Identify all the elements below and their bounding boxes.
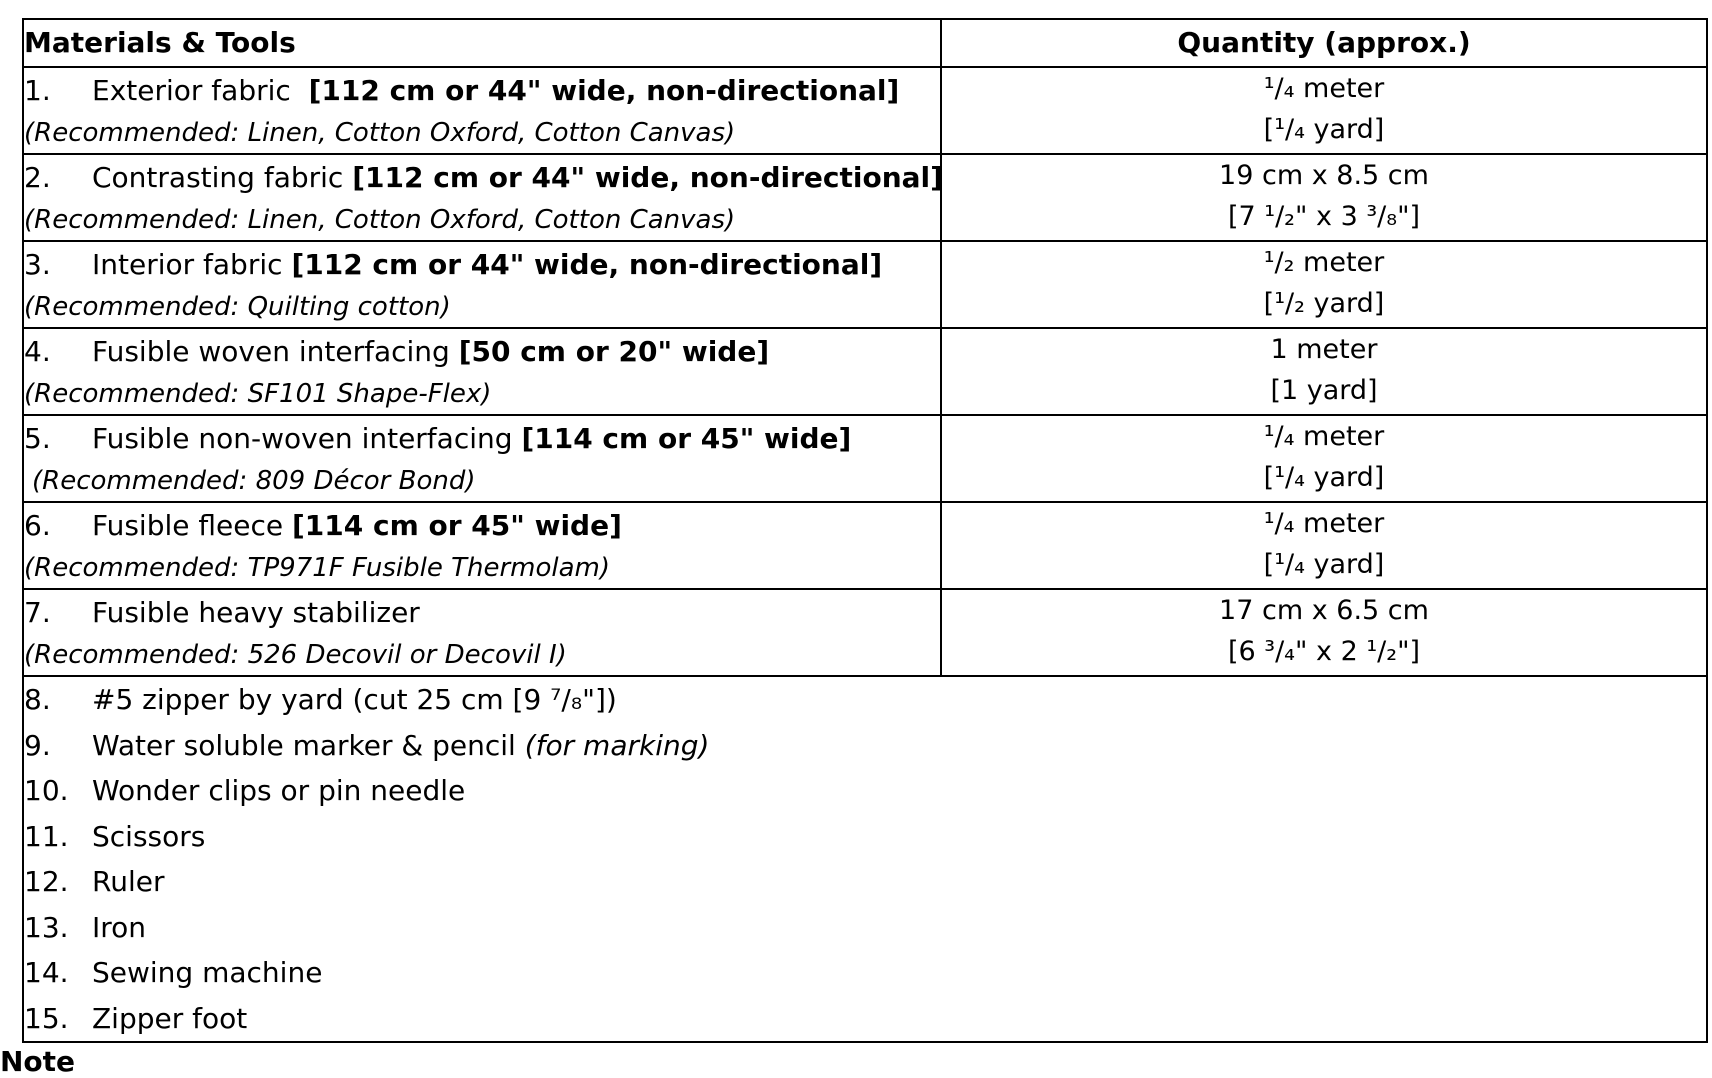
tool-text: Wonder clips or pin needle: [92, 774, 466, 807]
quantity-imperial: [7 ¹/₂" x 3 ³/₈"]: [1227, 201, 1421, 232]
tool-number: 10.: [24, 774, 69, 807]
table-body: [23, 67, 1707, 1042]
material-number: 5.: [24, 422, 51, 455]
tool-number: 14.: [24, 956, 69, 989]
tool-number: 11.: [24, 819, 69, 853]
material-cell: [23, 328, 941, 415]
material-spec: [50 cm or 20" wide]: [458, 335, 770, 368]
tool-number: 15.: [24, 1001, 69, 1035]
material-spec: [112 cm or 44" wide, non-directional]: [308, 74, 900, 107]
material-number: 6.: [24, 509, 51, 542]
material-cell: [23, 415, 941, 502]
quantity-metric: 17 cm x 6.5 cm: [1219, 595, 1429, 626]
material-row: [23, 415, 1707, 502]
tool-number: 9.: [24, 728, 51, 762]
tool-item: [24, 905, 1706, 951]
material-line: [24, 329, 940, 375]
quantity-metric: 19 cm x 8.5 cm: [1219, 160, 1429, 191]
material-row: [23, 154, 1707, 241]
quantity-metric: ¹/₄ meter: [1263, 73, 1385, 104]
material-spec: [112 cm or 44" wide, non-directional]: [291, 248, 883, 281]
tool-number: 8.: [24, 683, 51, 716]
material-name: Contrasting fabric: [92, 161, 344, 194]
material-line: [24, 590, 940, 636]
material-line: [24, 242, 940, 288]
material-recommendation: (Recommended: Quilting cotton): [24, 292, 451, 322]
quantity-imperial: [¹/₄ yard]: [1263, 114, 1385, 145]
quantity-cell: [941, 67, 1707, 154]
material-number: 4.: [24, 335, 51, 368]
material-cell: [23, 241, 941, 328]
tool-text: Sewing machine: [92, 956, 323, 989]
material-spec: [114 cm or 45" wide]: [291, 509, 622, 542]
material-line: [24, 503, 940, 549]
material-number: 7.: [24, 596, 51, 629]
material-name: Exterior fabric: [92, 74, 291, 107]
tool-text: Water soluble marker & pencil: [92, 728, 516, 762]
material-recommendation: (Recommended: SF101 Shape-Flex): [24, 379, 492, 409]
quantity-cell: [941, 415, 1707, 502]
quantity-imperial: [6 ³/₄" x 2 ¹/₂"]: [1227, 636, 1421, 667]
quantity-column-header: Quantity (approx.): [941, 19, 1707, 67]
quantity-metric: ¹/₂ meter: [1263, 247, 1385, 278]
tool-item: [24, 768, 1706, 814]
tool-number: 12.: [24, 865, 69, 898]
material-line: [24, 68, 940, 114]
material-recommendation: (Recommended: Linen, Cotton Oxford, Cotton Canvas): [24, 205, 736, 235]
material-recommendation: (Recommended: 526 Decovil or Decovil I): [24, 640, 567, 670]
tool-text: Zipper foot: [92, 1001, 248, 1035]
materials-column-header: Materials & Tools: [23, 19, 941, 67]
material-name: Interior fabric: [92, 248, 283, 281]
material-name: Fusible fleece: [92, 509, 284, 542]
material-cell: [23, 154, 941, 241]
material-spec: [112 cm or 44" wide, non-directional]: [352, 161, 943, 194]
quantity-cell: [941, 589, 1707, 676]
material-cell: [23, 67, 941, 154]
tools-cell: [23, 676, 1707, 1042]
tool-item: [24, 996, 1706, 1042]
tool-item: [24, 814, 1706, 860]
quantity-metric: 1 meter: [1270, 334, 1378, 365]
tool-note: (for marking): [524, 728, 710, 762]
material-recommendation: (Recommended: TP971F Fusible Thermolam): [24, 553, 611, 583]
materials-tools-table: [22, 18, 1708, 1043]
material-name: Fusible heavy stabilizer: [92, 596, 420, 629]
material-name: Fusible non-woven interfacing: [92, 422, 513, 455]
quantity-cell: [941, 241, 1707, 328]
tool-number: 13.: [24, 910, 69, 944]
table-header-row: [23, 19, 1707, 67]
material-cell: [23, 502, 941, 589]
tool-item: [24, 950, 1706, 996]
tool-text: Iron: [92, 910, 147, 944]
tool-text: Scissors: [92, 819, 206, 853]
tool-item: [24, 723, 1706, 769]
material-number: 1.: [24, 74, 51, 107]
material-number: 2.: [24, 161, 51, 194]
material-row: [23, 67, 1707, 154]
tool-text: Ruler: [92, 865, 165, 898]
material-spec: [114 cm or 45" wide]: [521, 422, 852, 455]
quantity-imperial: [1 yard]: [1270, 375, 1378, 406]
note-heading: Note: [0, 1045, 76, 1078]
quantity-metric: ¹/₄ meter: [1263, 421, 1385, 452]
quantity-cell: [941, 502, 1707, 589]
material-row: [23, 589, 1707, 676]
tools-row: [23, 676, 1707, 1042]
quantity-cell: [941, 154, 1707, 241]
quantity-cell: [941, 328, 1707, 415]
quantity-metric: ¹/₄ meter: [1263, 508, 1385, 539]
material-number: 3.: [24, 248, 51, 281]
quantity-imperial: [¹/₄ yard]: [1263, 462, 1385, 493]
material-row: [23, 241, 1707, 328]
material-line: [24, 416, 940, 462]
quantity-imperial: [¹/₄ yard]: [1263, 549, 1385, 580]
material-row: [23, 502, 1707, 589]
tool-text: #5 zipper by yard (cut 25 cm [9 ⁷/₈"]): [92, 683, 617, 716]
material-line: [24, 155, 943, 201]
material-recommendation: (Recommended: Linen, Cotton Oxford, Cotton Canvas): [24, 118, 736, 148]
tool-item: [24, 859, 1706, 905]
material-cell: [23, 589, 941, 676]
quantity-imperial: [¹/₂ yard]: [1263, 288, 1385, 319]
material-recommendation: (Recommended: 809 Décor Bond): [32, 466, 476, 496]
material-name: Fusible woven interfacing: [92, 335, 450, 368]
material-row: [23, 328, 1707, 415]
tool-item: [24, 677, 1706, 723]
